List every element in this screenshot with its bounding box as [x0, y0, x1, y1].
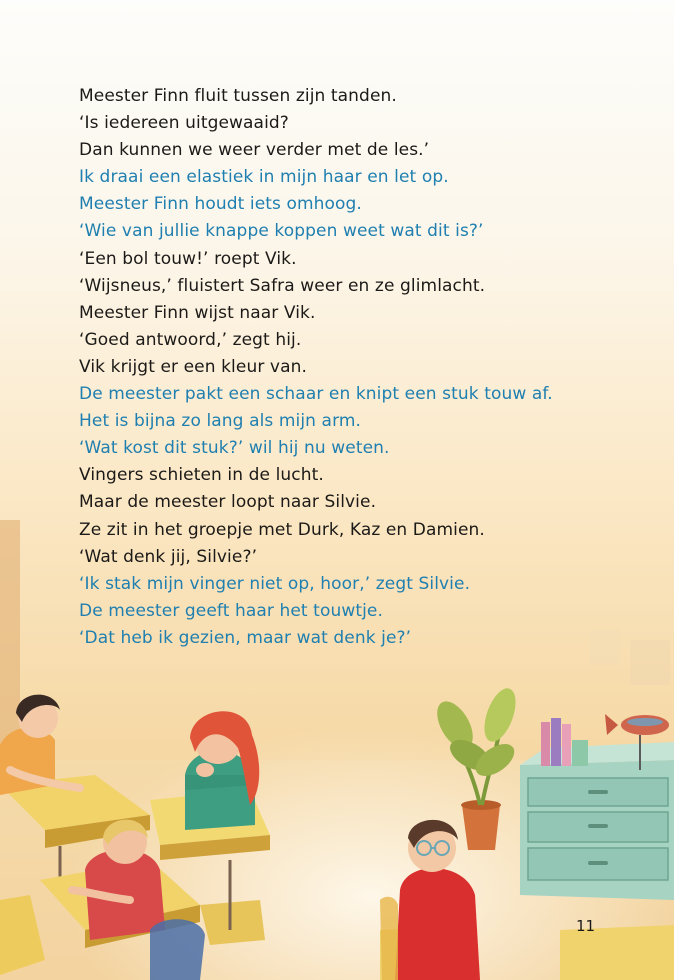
- story-line: ‘Een bol touw!’ roept Vik.: [79, 248, 297, 269]
- story-line: Dan kunnen we weer verder met de les.’: [79, 140, 430, 161]
- story-line: Meester Finn wijst naar Vik.: [79, 302, 316, 323]
- story-line: Maar de meester loopt naar Silvie.: [79, 492, 377, 513]
- story-text: [79, 83, 659, 652]
- story-line: De meester pakt een schaar en knipt een stuk touw af.: [79, 384, 553, 405]
- story-line: ‘Is iedereen uitgewaaid?: [79, 113, 289, 134]
- story-line: ‘Wat kost dit stuk?’ wil hij nu weten.: [79, 438, 390, 459]
- story-line: Het is bijna zo lang als mijn arm.: [79, 411, 362, 432]
- page-number: 11: [576, 917, 596, 935]
- story-line: ‘Wijsneus,’ fluistert Safra weer en ze glimlacht.: [79, 275, 486, 296]
- chair: [380, 897, 398, 980]
- story-line: Ik draai een elastiek in mijn haar en let op.: [79, 167, 449, 188]
- story-line: Ze zit in het groepje met Durk, Kaz en Damien.: [79, 519, 485, 540]
- story-line: ‘Ik stak mijn vinger niet op, hoor,’ zegt Silvie.: [79, 573, 471, 594]
- child-red-hair: [185, 711, 259, 830]
- chair: [150, 919, 205, 980]
- story-line: Meester Finn houdt iets omhoog.: [79, 194, 362, 215]
- story-line: ‘Wie van jullie knappe koppen weet wat dit is?’: [79, 221, 484, 242]
- story-line: ‘Wat denk jij, Silvie?’: [79, 546, 258, 567]
- story-line: ‘Dat heb ik gezien, maar wat denk je?’: [79, 627, 412, 648]
- story-line: De meester geeft haar het touwtje.: [79, 600, 383, 621]
- story-line: Meester Finn fluit tussen zijn tanden.: [79, 86, 397, 106]
- story-line: Vingers schieten in de lucht.: [79, 465, 324, 486]
- story-line: ‘Goed antwoord,’ zegt hij.: [79, 329, 302, 350]
- story-line: Vik krijgt er een kleur van.: [79, 356, 307, 377]
